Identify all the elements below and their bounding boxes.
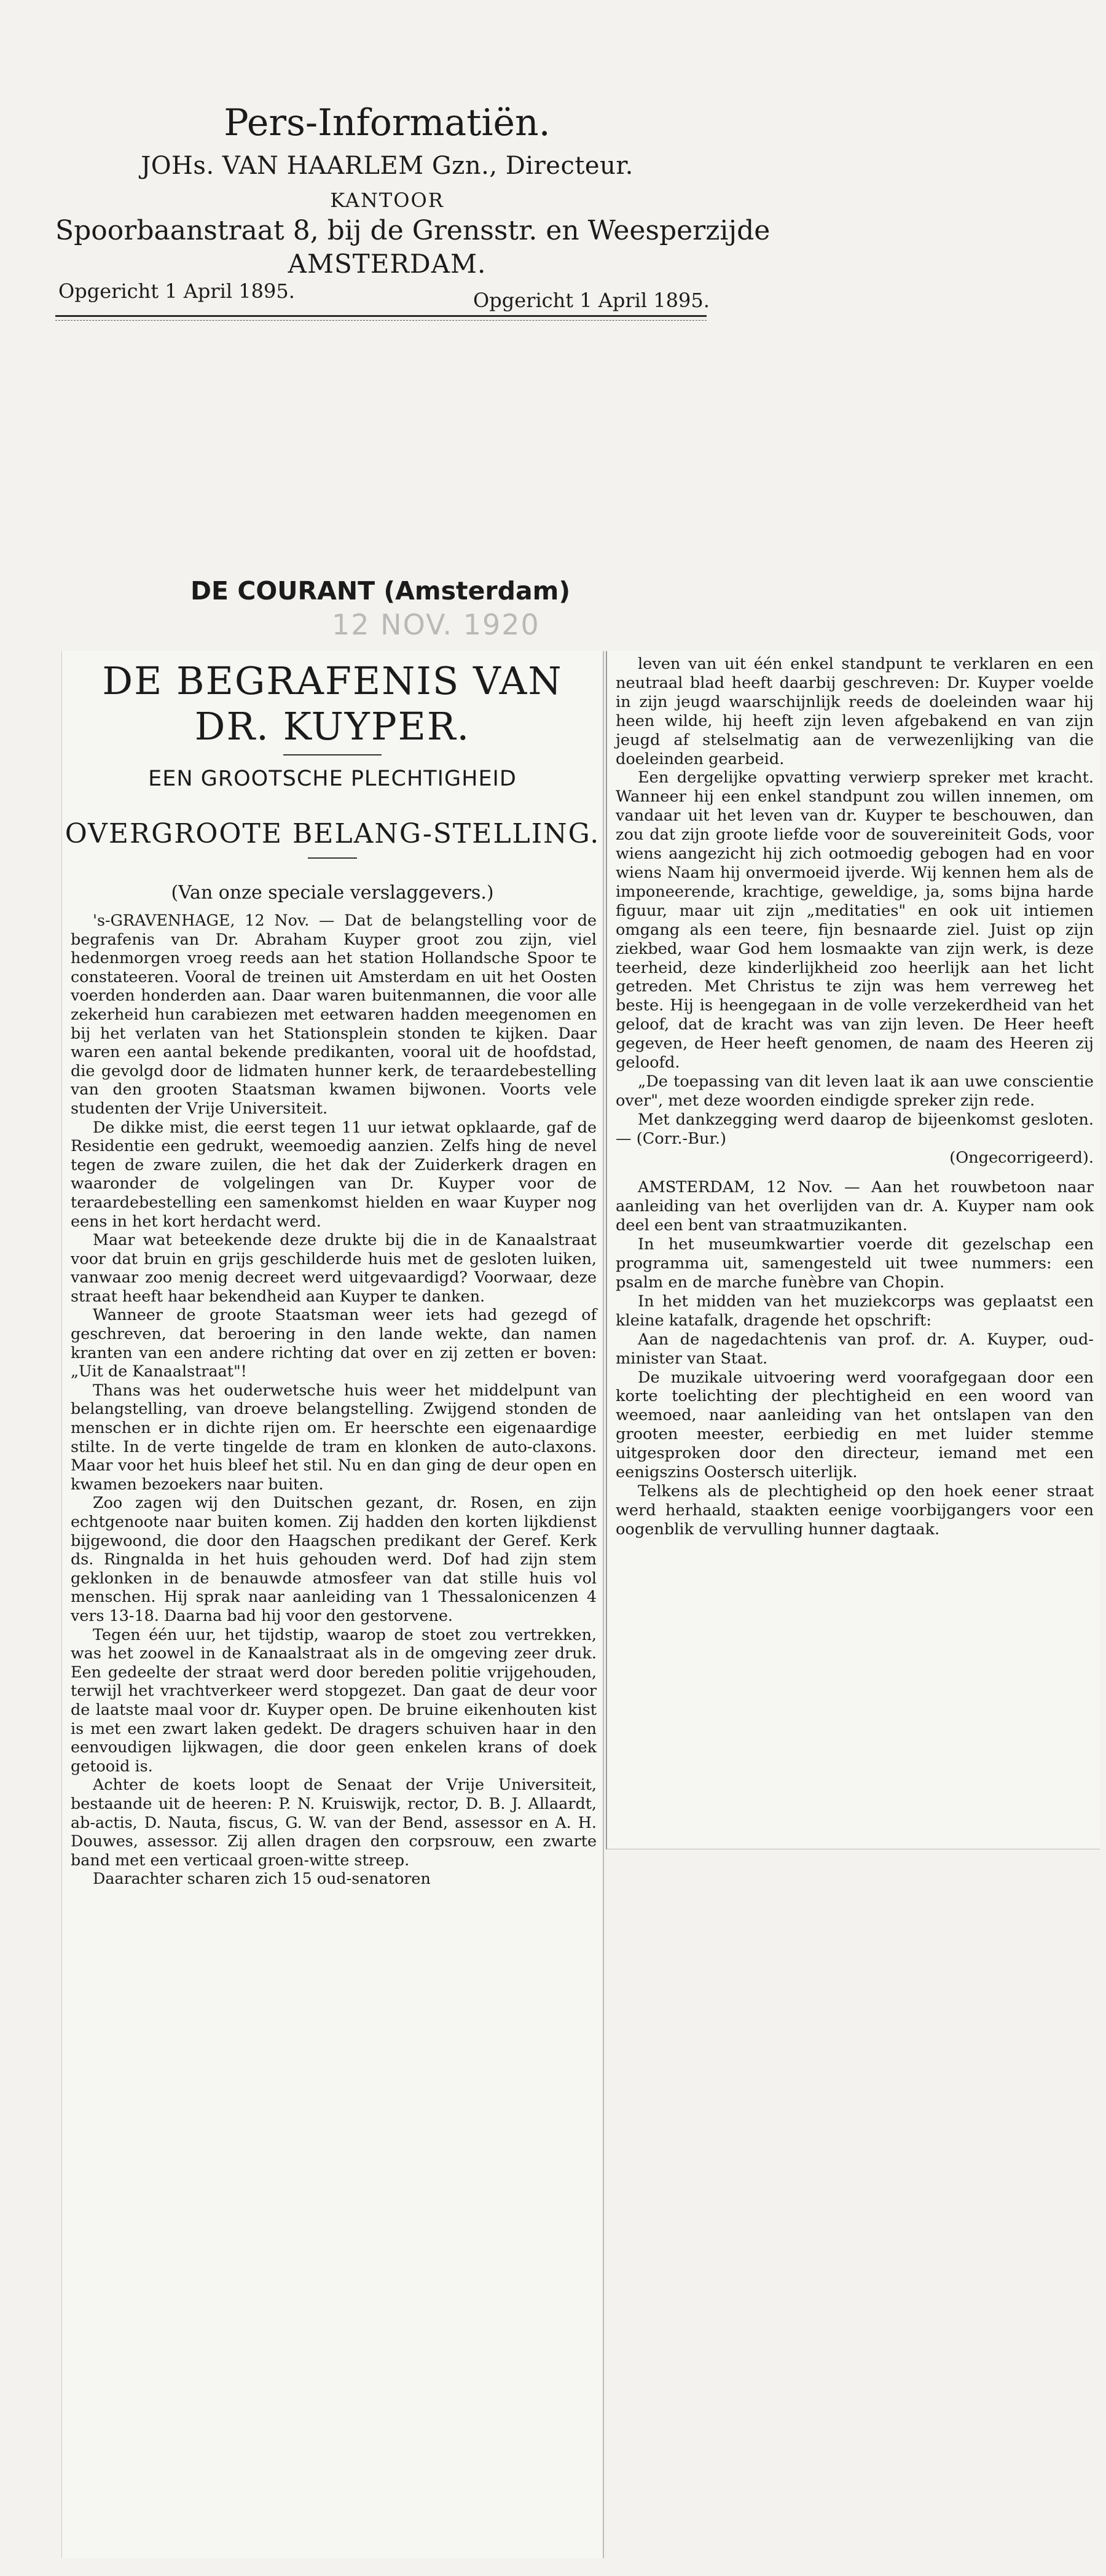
- letterhead-founded-right: Opgericht 1 April 1895.: [473, 289, 710, 312]
- newspaper-clipping: [61, 651, 1100, 2567]
- date-stamp: 12 NOV. 1920: [332, 608, 540, 641]
- article-paragraph: Wanneer de groote Staatsman weer iets had gezegd of geschreven, dat beroering in den lande wekte, dan namen kranten van een andere richting dat over en zij zetten er boven: „Uit de Kanaalstraat"!: [71, 1305, 597, 1381]
- article-subheading: EEN GROOTSCHE PLECHTIGHEID: [148, 767, 517, 791]
- article-paragraph: Thans was het ouderwetsche huis weer het middelpunt van belangstelling, van droeve belangstelling. Zwijgend stonden de menschen er in dichte rijen om. Er heerschte een eigenaardige stilte. In de verte tingelde de tram en klonken de auto-claxons. Maar voor het huis bleef het stil. Nu en dan ging de deur open en kwamen bezoekers naar buiten.: [71, 1380, 597, 1493]
- article-byline: (Van onze speciale verslaggevers.): [171, 882, 494, 904]
- article-subheading-secondary: OVERGROOTE BELANG-STELLING.: [65, 818, 600, 849]
- letterhead-city: AMSTERDAM.: [288, 249, 487, 279]
- article-paragraph: Zoo zagen wij den Duitschen gezant, dr. Rosen, en zijn echtgenoote naar buiten komen. Zij hadden den korten lijkdienst bijgewoond, die door den Haagschen predikant der Geref. Kerk ds. Ringnalda in het huis gehouden werd. Dof had zijn stem geklonken in de benauwde atmosfeer van dat stille huis vol menschen. Hij sprak naar aanleiding van 1 Thessalonicenzen 4 vers 13-18. Daarna bad hij voor den gestorvene.: [71, 1493, 597, 1625]
- letterhead-founded-left: Opgericht 1 April 1895.: [58, 279, 295, 303]
- article-paragraph: 's-GRAVENHAGE, 12 Nov. — Dat de belangstelling voor de begrafenis van Dr. Abraham Kuyper groot zou zijn, viel hedenmorgen vroeg reeds aan het station Hollandsche Spoor te constateeren. Vooral de treinen uit Amsterdam en uit het Oosten voerden honderden aan. Daar waren buitenmannen, die voor alle zekerheid hun carabiezen met eetwaren hadden meegenomen en bij het verlaten van het Stationsplein stonden te kijken. Daar waren een aantal bekende predikanten, vooral uit de hoofdstad, die gevolgd door de lidmaten hunner kerk, de teraardebestelling van den grooten Staatsman kwamen bijwonen. Voorts vele studenten der Vrije Universiteit.: [71, 911, 597, 1117]
- clipping-column-right: [606, 651, 1100, 1849]
- article-paragraph: In het midden van het muziekcorps was geplaatst een kleine katafalk, dragende het opschrift:: [616, 1292, 1094, 1330]
- letterhead-office-label: KANTOOR: [330, 189, 444, 212]
- article-paragraph: Daarachter scharen zich 15 oud-senatoren: [93, 1869, 431, 1888]
- article-body-left: [62, 911, 603, 1888]
- article-paragraph: De muzikale uitvoering werd voorafgegaan door een korte toelichting der plechtigheid en een woord van weemoed, naar aanleiding van het ontslapen van den grooten meester, eerbiedig en met luider stemme uitgesproken door den directeur, iemand met een eenigszins Oostersch uiterlijk.: [616, 1368, 1094, 1482]
- section-gap: [616, 1167, 1094, 1178]
- article-paragraph: Maar wat beteekende deze drukte bij die in de Kanaalstraat voor dat bruin en grijs geschilderde huis met de gesloten luiken, vanwaar zoo menig decreet werd uitgevaardigd? Voorwaar, deze straat heeft haar bekendheid aan Kuyper te danken.: [71, 1230, 597, 1305]
- article-paragraph: Aan de nagedachtenis van prof. dr. A. Kuyper, oud-minister van Staat.: [616, 1330, 1094, 1368]
- article-paragraph: Achter de koets loopt de Senaat der Vrije Universiteit, bestaande uit de heeren: P. N. Kruiswijk, rector, D. B. J. Allaardt, ab-actis, D. Nauta, fiscus, G. W. van der Bend, assessor en A. H. Douwes, assessor. Zij allen dragen den corpsrouw, een zwarte band met een verticaal groen-witte streep.: [71, 1775, 597, 1869]
- article-signoff: (Ongecorrigeerd).: [949, 1148, 1094, 1167]
- letterhead-rule-dashed: [55, 320, 707, 321]
- article-paragraph: Telkens als de plechtigheid op den hoek eener straat werd herhaald, staakten eenige voorbijgangers voor een oogenblik de vervulling hunner dagtaak.: [616, 1481, 1094, 1539]
- article-paragraph: Een dergelijke opvatting verwierp spreker met kracht. Wanneer hij een enkel standpunt zou willen innemen, om vandaar uit het leven van dr. Kuyper te beschouwen, dan zou dat zijn groote liefde voor de souvereiniteit Gods, voor wiens aangezicht hij zich ootmoedig gebogen had en voor wiens Naam hij onvermoeid ijverde. Wij kennen hem als de imponeerende, krachtige, geweldige, ja, soms bijna harde figuur, maar uit zijn „meditaties" en ook uit intiemen omgang als een teere, fijn besnaarde ziel. Juist op zijn ziekbed, waar God hem losmaakte van zijn werk, is deze teerheid, deze kinderlijkheid zoo heerlijk aan het licht getreden. Met Christus te zijn was hem verreweg het beste. Hij is heengegaan in de volle verzekerdheid van het geloof, dat de kracht was van zijn leven. De Heer heeft gegeven, de Heer heeft genomen, de naam des Heeren zij geloofd.: [616, 768, 1094, 1072]
- subheading-divider: [308, 857, 357, 859]
- article-paragraph: AMSTERDAM, 12 Nov. — Aan het rouwbetoon naar aanleiding van het overlijden van dr. A. Kuyper nam ook deel een bent van straatmuzikanten.: [616, 1178, 1094, 1235]
- article-paragraph: In het museumkwartier voerde dit gezelschap een programma uit, samengesteld uit twee nummers: een psalm en de marche funèbre van Chopin.: [616, 1235, 1094, 1292]
- letterhead-address: Spoorbaanstraat 8, bij de Grensstr. en Weesperzijde: [55, 215, 771, 246]
- article-paragraph: leven van uit één enkel standpunt te verklaren en een neutraal blad heeft daarbij geschreven: Dr. Kuyper voelde in zijn jeugd waarschijnlijk reeds de doeleinden waar hij heen wilde, hij heeft zijn leven afgebakend en van zijn jeugd af stelselmatig aan de verwezenlijking van die doeleinden gearbeid.: [616, 655, 1094, 768]
- article-paragraph: De dikke mist, die eerst tegen 11 uur ietwat opklaarde, gaf de Residentie een gedrukt, weemoedig aanzien. Zelfs hing de nevel tegen de zware zuilen, die het dak der Zuiderkerk dragen en waaronder de volgelingen van Dr. Kuyper voor de teraardebestelling een samenkomst hielden en waar Kuyper nog eens in het kort herdacht werd.: [71, 1117, 597, 1230]
- article-body-right: [607, 655, 1100, 1539]
- clipping-column-left: [61, 651, 604, 2558]
- article-paragraph: „De toepassing van dit leven laat ik aan uwe conscientie over", met deze woorden eindigde spreker zijn rede.: [616, 1072, 1094, 1110]
- letterhead-title: Pers-Informatiën.: [224, 101, 551, 144]
- letterhead-rule: [55, 315, 707, 317]
- newspaper-source: DE COURANT (Amsterdam): [190, 576, 571, 606]
- article-paragraph: Met dankzegging werd daarop de bijeenkomst gesloten. — (Corr.-Bur.): [616, 1110, 1094, 1148]
- headline-divider: [283, 754, 382, 759]
- article-headline: DE BEGRAFENIS VAN DR. KUYPER.: [102, 658, 563, 749]
- letterhead-director: JOHs. VAN HAARLEM Gzn., Directeur.: [141, 152, 633, 180]
- article-paragraph: Tegen één uur, het tijdstip, waarop de stoet zou vertrekken, was het zoowel in de Kanaalstraat als in de omgeving zeer druk. Een gedeelte der straat werd door bereden politie vrijgehouden, terwijl het vrachtverkeer werd stopgezet. Dan gaat de deur voor de laatste maal voor dr. Kuyper open. De bruine eikenhouten kist is met een zwart laken gedekt. De dragers schuiven haar in den eenvoudigen lijkwagen, die door geen enkelen krans of doek getooid is.: [71, 1625, 597, 1775]
